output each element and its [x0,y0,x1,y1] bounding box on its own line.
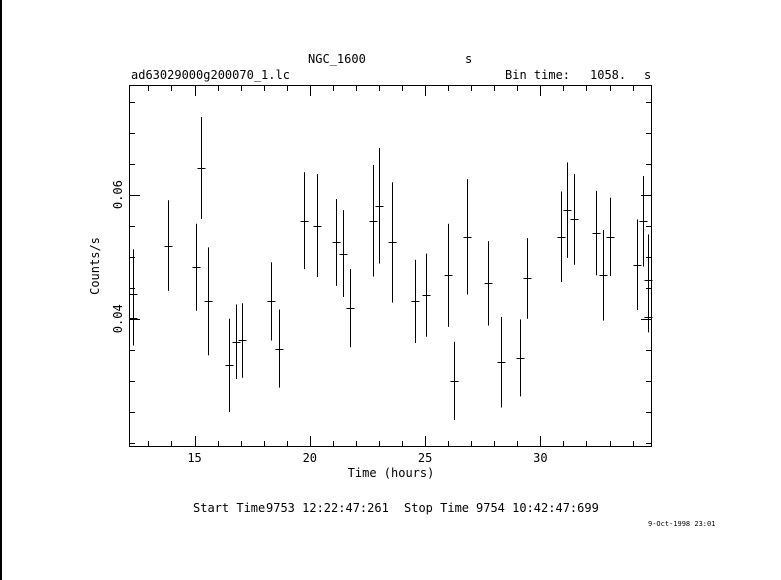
x-tick-label: 20 [302,451,318,465]
data-point [593,191,601,275]
y-tick-label: 0.06 [111,180,125,210]
data-point [340,210,348,297]
y-axis-label: Counts/s [88,237,102,295]
data-point [445,224,453,327]
data-point [464,179,472,294]
x-axis-label: Time (hours) [347,466,435,480]
bin-time-unit: s [644,68,652,82]
bin-time-label: Bin time: [505,68,571,82]
data-point [301,172,309,269]
data-point [389,182,397,302]
data-point [233,304,241,378]
data-point [564,162,572,258]
date-stamp: 9-Oct-1998 23:01 [648,520,716,528]
data-point [558,192,566,283]
x-tick-label: 25 [417,451,433,465]
data-point [130,290,138,346]
file-name: ad63029000g200070_1.lc [131,68,290,82]
data-point [205,247,213,355]
data-point [376,148,384,263]
data-point [498,317,506,408]
x-tick-label: 15 [187,451,202,465]
data-point [333,199,341,286]
data-point [571,174,579,265]
data-point [517,319,525,396]
data-points [130,117,653,420]
data-point [412,260,420,343]
stop-time-value: 9754 10:42:47:699 [476,501,599,515]
data-point [226,319,234,412]
data-point [634,219,642,310]
data-point [423,254,431,337]
data-point [193,224,201,311]
axis-ticks [111,86,651,465]
data-point [314,174,322,277]
data-point [239,303,247,377]
object-name: NGC_1600 [308,52,366,66]
data-point [370,165,378,277]
x-tick-label: 30 [533,451,548,465]
data-point [451,342,459,420]
data-point [607,198,615,276]
plot-frame [130,86,652,447]
start-time-value: 9753 12:22:47:261 [266,501,389,515]
data-point [268,262,276,340]
start-time-label: Start Time [193,501,266,515]
object-unit: s [465,52,473,66]
y-tick-label: 0.04 [111,304,125,334]
data-point [198,117,206,219]
stop-time-label: Stop Time [404,501,470,515]
data-point [485,241,493,325]
data-point [276,309,284,387]
data-point [347,269,355,347]
bin-time-value: 1058. [590,68,627,82]
data-point [640,176,648,267]
data-point [600,230,608,321]
data-point [165,200,173,291]
data-point [524,238,532,319]
